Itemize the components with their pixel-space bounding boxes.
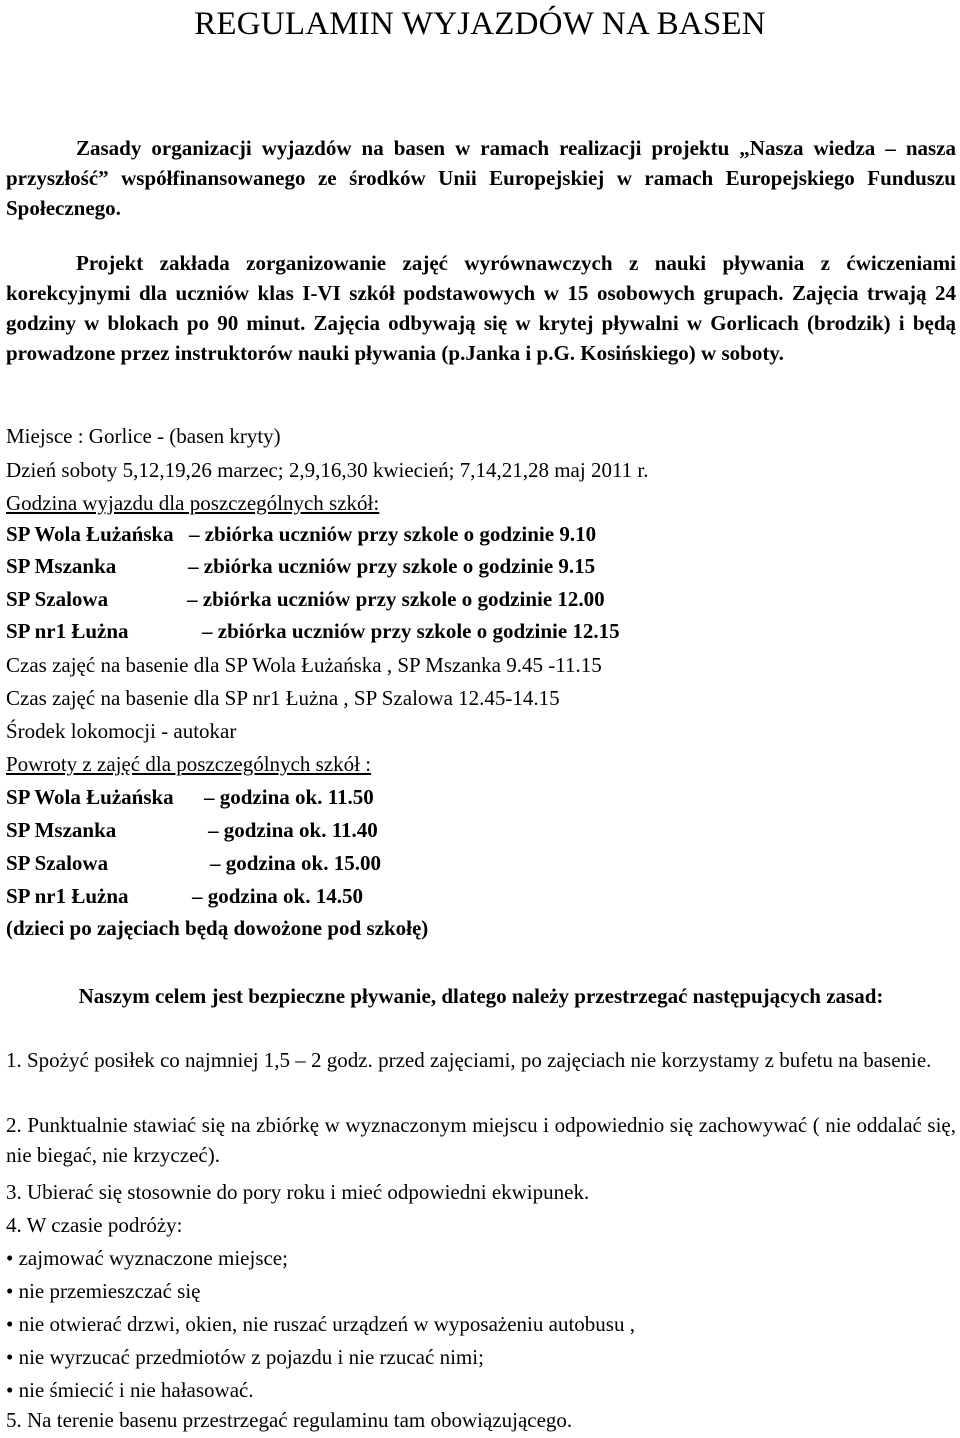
pool-time-line: Czas zajęć na basenie dla SP nr1 Łużna , SP Szalowa 12.45-14.15 (6, 686, 560, 710)
pool-time-line: Czas zajęć na basenie dla SP Wola Łużańska , SP Mszanka 9.45 -11.15 (6, 653, 602, 677)
return-school: SP Mszanka (6, 818, 117, 842)
transport-line: Środek lokomocji - autokar (6, 719, 237, 743)
departure-time: – zbiórka uczniów przy szkole o godzinie 9.10 (188, 522, 597, 546)
bullet-item: • nie przemieszczać się (6, 1279, 201, 1303)
rules-heading: Naszym celem jest bezpieczne pływanie, dlatego należy przestrzegać następujących zasad: (78, 984, 884, 1008)
return-time: – godzina ok. 15.00 (210, 851, 381, 875)
departure-heading: Godzina wyjazdu dla poszczególnych szkół: (6, 491, 380, 515)
rule-item: 2. Punktualnie stawiać się na zbiórkę w wyznaczonym miejscu i odpowiednio się zachowywać ( nie oddalać się, nie biegać, nie krzyczeć). (6, 1113, 956, 1167)
bullet-item: • zajmować wyznaczone miejsce; (6, 1246, 288, 1270)
return-heading: Powroty z zajęć dla poszczególnych szkół : (6, 752, 372, 776)
bullet-item: • nie wyrzucać przedmiotów z pojazdu i nie rzucać nimi; (6, 1345, 484, 1369)
rule-item: 5. Na terenie basenu przestrzegać regulaminu tam obowiązującego. (6, 1408, 573, 1432)
departure-time: – zbiórka uczniów przy szkole o godzinie 9.15 (188, 554, 596, 578)
departure-school: SP Mszanka (6, 554, 117, 578)
page-title: REGULAMIN WYJAZDÓW NA BASEN (194, 6, 766, 42)
departure-time: – zbiórka uczniów przy szkole o godzinie 12.00 (187, 587, 605, 611)
rule-item: 4. W czasie podróży: (6, 1213, 183, 1237)
return-time: – godzina ok. 14.50 (192, 884, 363, 908)
departure-school: SP Szalowa (6, 587, 109, 611)
rule-item: 1. Spożyć posiłek co najmniej 1,5 – 2 godz. przed zajęciami, po zajęciach nie korzystamy z bufetu na basenie. (6, 1048, 932, 1072)
return-school: SP nr1 Łużna (6, 884, 129, 908)
place-line: Miejsce : Gorlice - (basen kryty) (6, 424, 281, 448)
return-note: (dzieci po zajęciach będą dowożone pod szkołę) (6, 916, 429, 940)
return-time: – godzina ok. 11.40 (208, 818, 378, 842)
intro-paragraph: Zasady organizacji wyjazdów na basen w ramach realizacji projektu „Nasza wiedza – nasza przyszłość” współfinansowanego ze środków Unii Europejskiej w ramach Europejskiego Funduszu Społecznego. (6, 136, 956, 220)
departure-time: – zbiórka uczniów przy szkole o godzinie 12.15 (202, 619, 620, 643)
departure-school: SP Wola Łużańska (6, 522, 174, 546)
days-line: Dzień soboty 5,12,19,26 marzec; 2,9,16,30 kwiecień; 7,14,21,28 maj 2011 r. (6, 458, 649, 482)
departure-row (6, 519, 596, 549)
bullet-item: • nie śmiecić i nie hałasować. (6, 1378, 254, 1402)
return-time: – godzina ok. 11.50 (204, 785, 374, 809)
departure-school: SP nr1 Łużna (6, 619, 129, 643)
return-school: SP Szalowa (6, 851, 109, 875)
project-paragraph: Projekt zakłada zorganizowanie zajęć wyrównawczych z nauki pływania z ćwiczeniami korekcyjnymi dla uczniów klas I-VI szkół podstawowych w 15 osobowych grupach. Zajęcia trwają 24 godziny w blokach po 90 minut. Zajęcia odbywają się w krytej pływalni w Gorlicach (brodzik) i będą prowadzone przez instruktorów nauki pływania (p.Janka i p.G. Kosińskiego) w soboty. (6, 251, 956, 365)
rule-item: 3. Ubierać się stosownie do pory roku i mieć odpowiedni ekwipunek. (6, 1180, 590, 1204)
return-school: SP Wola Łużańska (6, 785, 174, 809)
bullet-item: • nie otwierać drzwi, okien, nie ruszać urządzeń w wyposażeniu autobusu , (6, 1312, 635, 1336)
